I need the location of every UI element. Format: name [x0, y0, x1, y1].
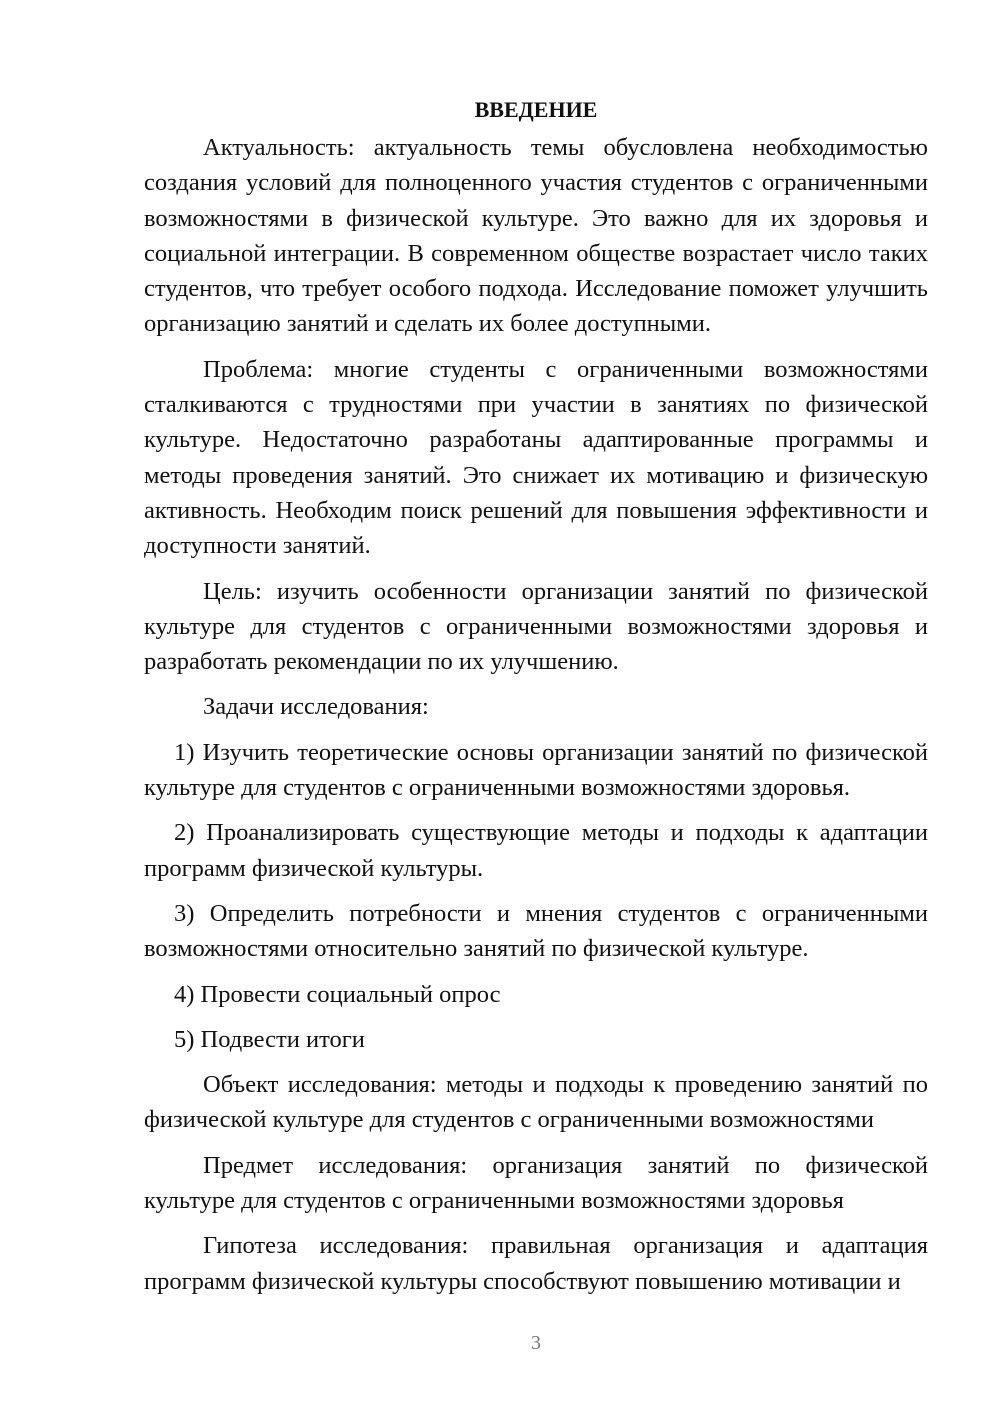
page-content	[144, 92, 928, 1309]
paragraph-subject: Предмет исследования: организация занятий по физической культуре для студентов с ограниченными возможностями здоровья	[144, 1151, 928, 1215]
paragraph-problem: Проблема: многие студенты с ограниченными возможностями сталкиваются с трудностями при участии в занятиях по физической культуре. Недостаточно разработаны адаптированные программы и методы проведения занятий. Это снижает их мотивацию и физическую активность. Необходим поиск решений для повышения эффективности и доступности занятий.	[144, 355, 928, 560]
paragraph-object: Объект исследования: методы и подходы к проведению занятий по физической культуре для студентов с ограниченными возможностями	[144, 1071, 928, 1134]
page-number: 3	[531, 1332, 541, 1354]
task-item-2: 2) Проанализировать существующие методы и подходы к адаптации программ физической культуры.	[144, 819, 928, 882]
task-item-1: 1) Изучить теоретические основы организации занятий по физической культуре для студентов с ограниченными возможностями здоровья.	[144, 738, 928, 802]
task-item-3: 3) Определить потребности и мнения студентов с ограниченными возможностями относительно занятий по физической культуре.	[144, 899, 928, 963]
paragraph-relevance: Актуальность: актуальность темы обусловлена необходимостью создания условий для полноценного участия студентов с ограниченными возможностями в физической культуре. Это важно для их здоровья и социальной интеграции. В современном обществе возрастает число таких студентов, что требует особого подхода. Исследование поможет улучшить организацию занятий и сделать их более доступными.	[144, 134, 928, 338]
task-item-4: 4) Провести социальный опрос	[174, 980, 501, 1008]
paragraph-hypothesis: Гипотеза исследования: правильная организация и адаптация программ физической культуры способствуют повышению мотивации и	[144, 1232, 928, 1295]
paragraph-tasks-heading: Задачи исследования:	[203, 693, 429, 721]
paragraph-goal: Цель: изучить особенности организации занятий по физической культуре для студентов с ограниченными возможностями здоровья и разработать рекомендации по их улучшению.	[144, 577, 928, 676]
task-item-5: 5) Подвести итоги	[174, 1025, 365, 1053]
section-title: ВВЕДЕНИЕ	[474, 97, 598, 122]
